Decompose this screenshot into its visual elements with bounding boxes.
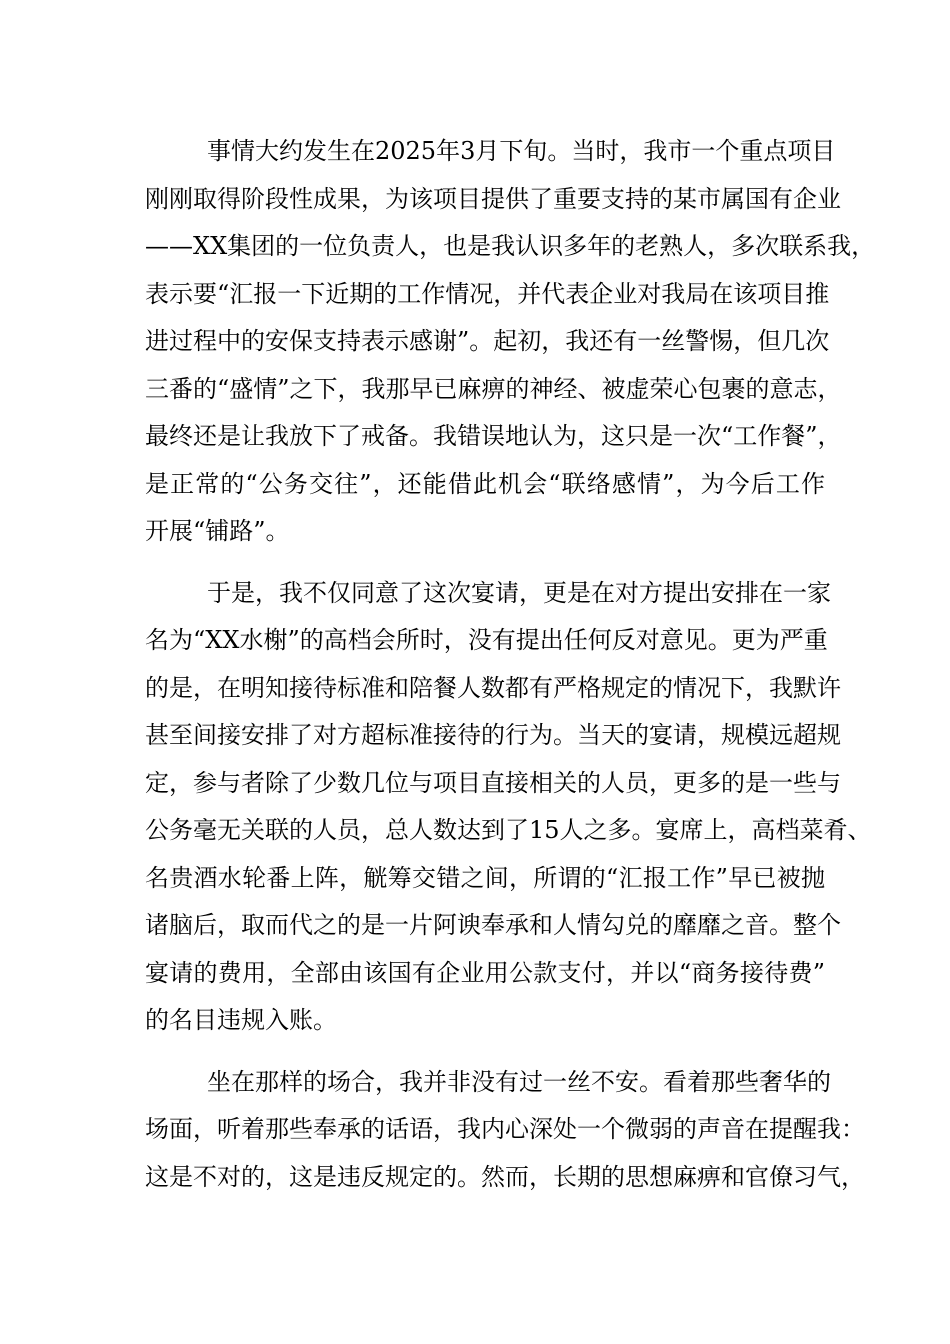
text-line: 最终还是让我放下了戒备。我错误地认为，这只是一次“工作餐”， bbox=[145, 422, 842, 450]
text-line: 公务毫无关联的人员，总人数达到了15人之多。宴席上，高档菜肴、 bbox=[145, 816, 872, 844]
paragraph-1 bbox=[145, 128, 876, 556]
paragraph-3 bbox=[145, 1059, 865, 1202]
text-line: 定，参与者除了少数几位与项目直接相关的人员，更多的是一些与 bbox=[145, 768, 841, 797]
text-line: 这是不对的，这是违反规定的。然而，长期的思想麻痹和官僚习气， bbox=[145, 1162, 865, 1191]
text-line: 三番的“盛情”之下，我那早已麻痹的神经、被虚荣心包裹的意志， bbox=[145, 374, 842, 403]
text-line: 表示要“汇报一下近期的工作情况，并代表企业对我局在该项目推 bbox=[145, 279, 830, 308]
text-line: 的是，在明知接待标准和陪餐人数都有严格规定的情况下，我默许 bbox=[145, 673, 841, 702]
text-line: 诸脑后，取而代之的是一片阿谀奉承和人情勾兑的靡靡之音。整个 bbox=[145, 911, 841, 939]
text-line: 是正常的“公务交往”，还能借此机会“联络感情”，为今后工作 bbox=[145, 469, 825, 498]
text-line: 名贵酒水轮番上阵，觥筹交错之间，所谓的“汇报工作”早已被抛 bbox=[145, 863, 825, 892]
text-line: 坐在那样的场合，我并非没有过一丝不安。看着那些奢华的 bbox=[207, 1067, 831, 1096]
text-line: 的名目违规入账。 bbox=[145, 1006, 337, 1034]
paragraph-2 bbox=[145, 570, 872, 1045]
text-line: 刚刚取得阶段性成果，为该项目提供了重要支持的某市属国有企业 bbox=[145, 184, 841, 213]
text-line: 甚至间接安排了对方超标准接待的行为。当天的宴请，规模远超规 bbox=[145, 721, 841, 749]
text-line: 于是，我不仅同意了这次宴请，更是在对方提出安排在一家 bbox=[207, 578, 831, 607]
text-line: 进过程中的安保支持表示感谢”。起初，我还有一丝警惕，但几次 bbox=[145, 327, 830, 355]
text-line: 场面，听着那些奉承的话语，我内心深处一个微弱的声音在提醒我： bbox=[145, 1115, 865, 1143]
document-body bbox=[145, 128, 876, 1215]
text-line: 名为“XX水榭”的高档会所时，没有提出任何反对意见。更为严重 bbox=[145, 626, 828, 654]
text-line: 事情大约发生在2025年3月下旬。当时，我市一个重点项目 bbox=[207, 137, 836, 165]
text-line: 宴请的费用，全部由该国有企业用公款支付，并以“商务接待费” bbox=[145, 958, 825, 987]
text-line: 开展“铺路”。 bbox=[145, 517, 290, 545]
text-line: ——XX集团的一位负责人，也是我认识多年的老熟人，多次联系我， bbox=[145, 232, 876, 260]
